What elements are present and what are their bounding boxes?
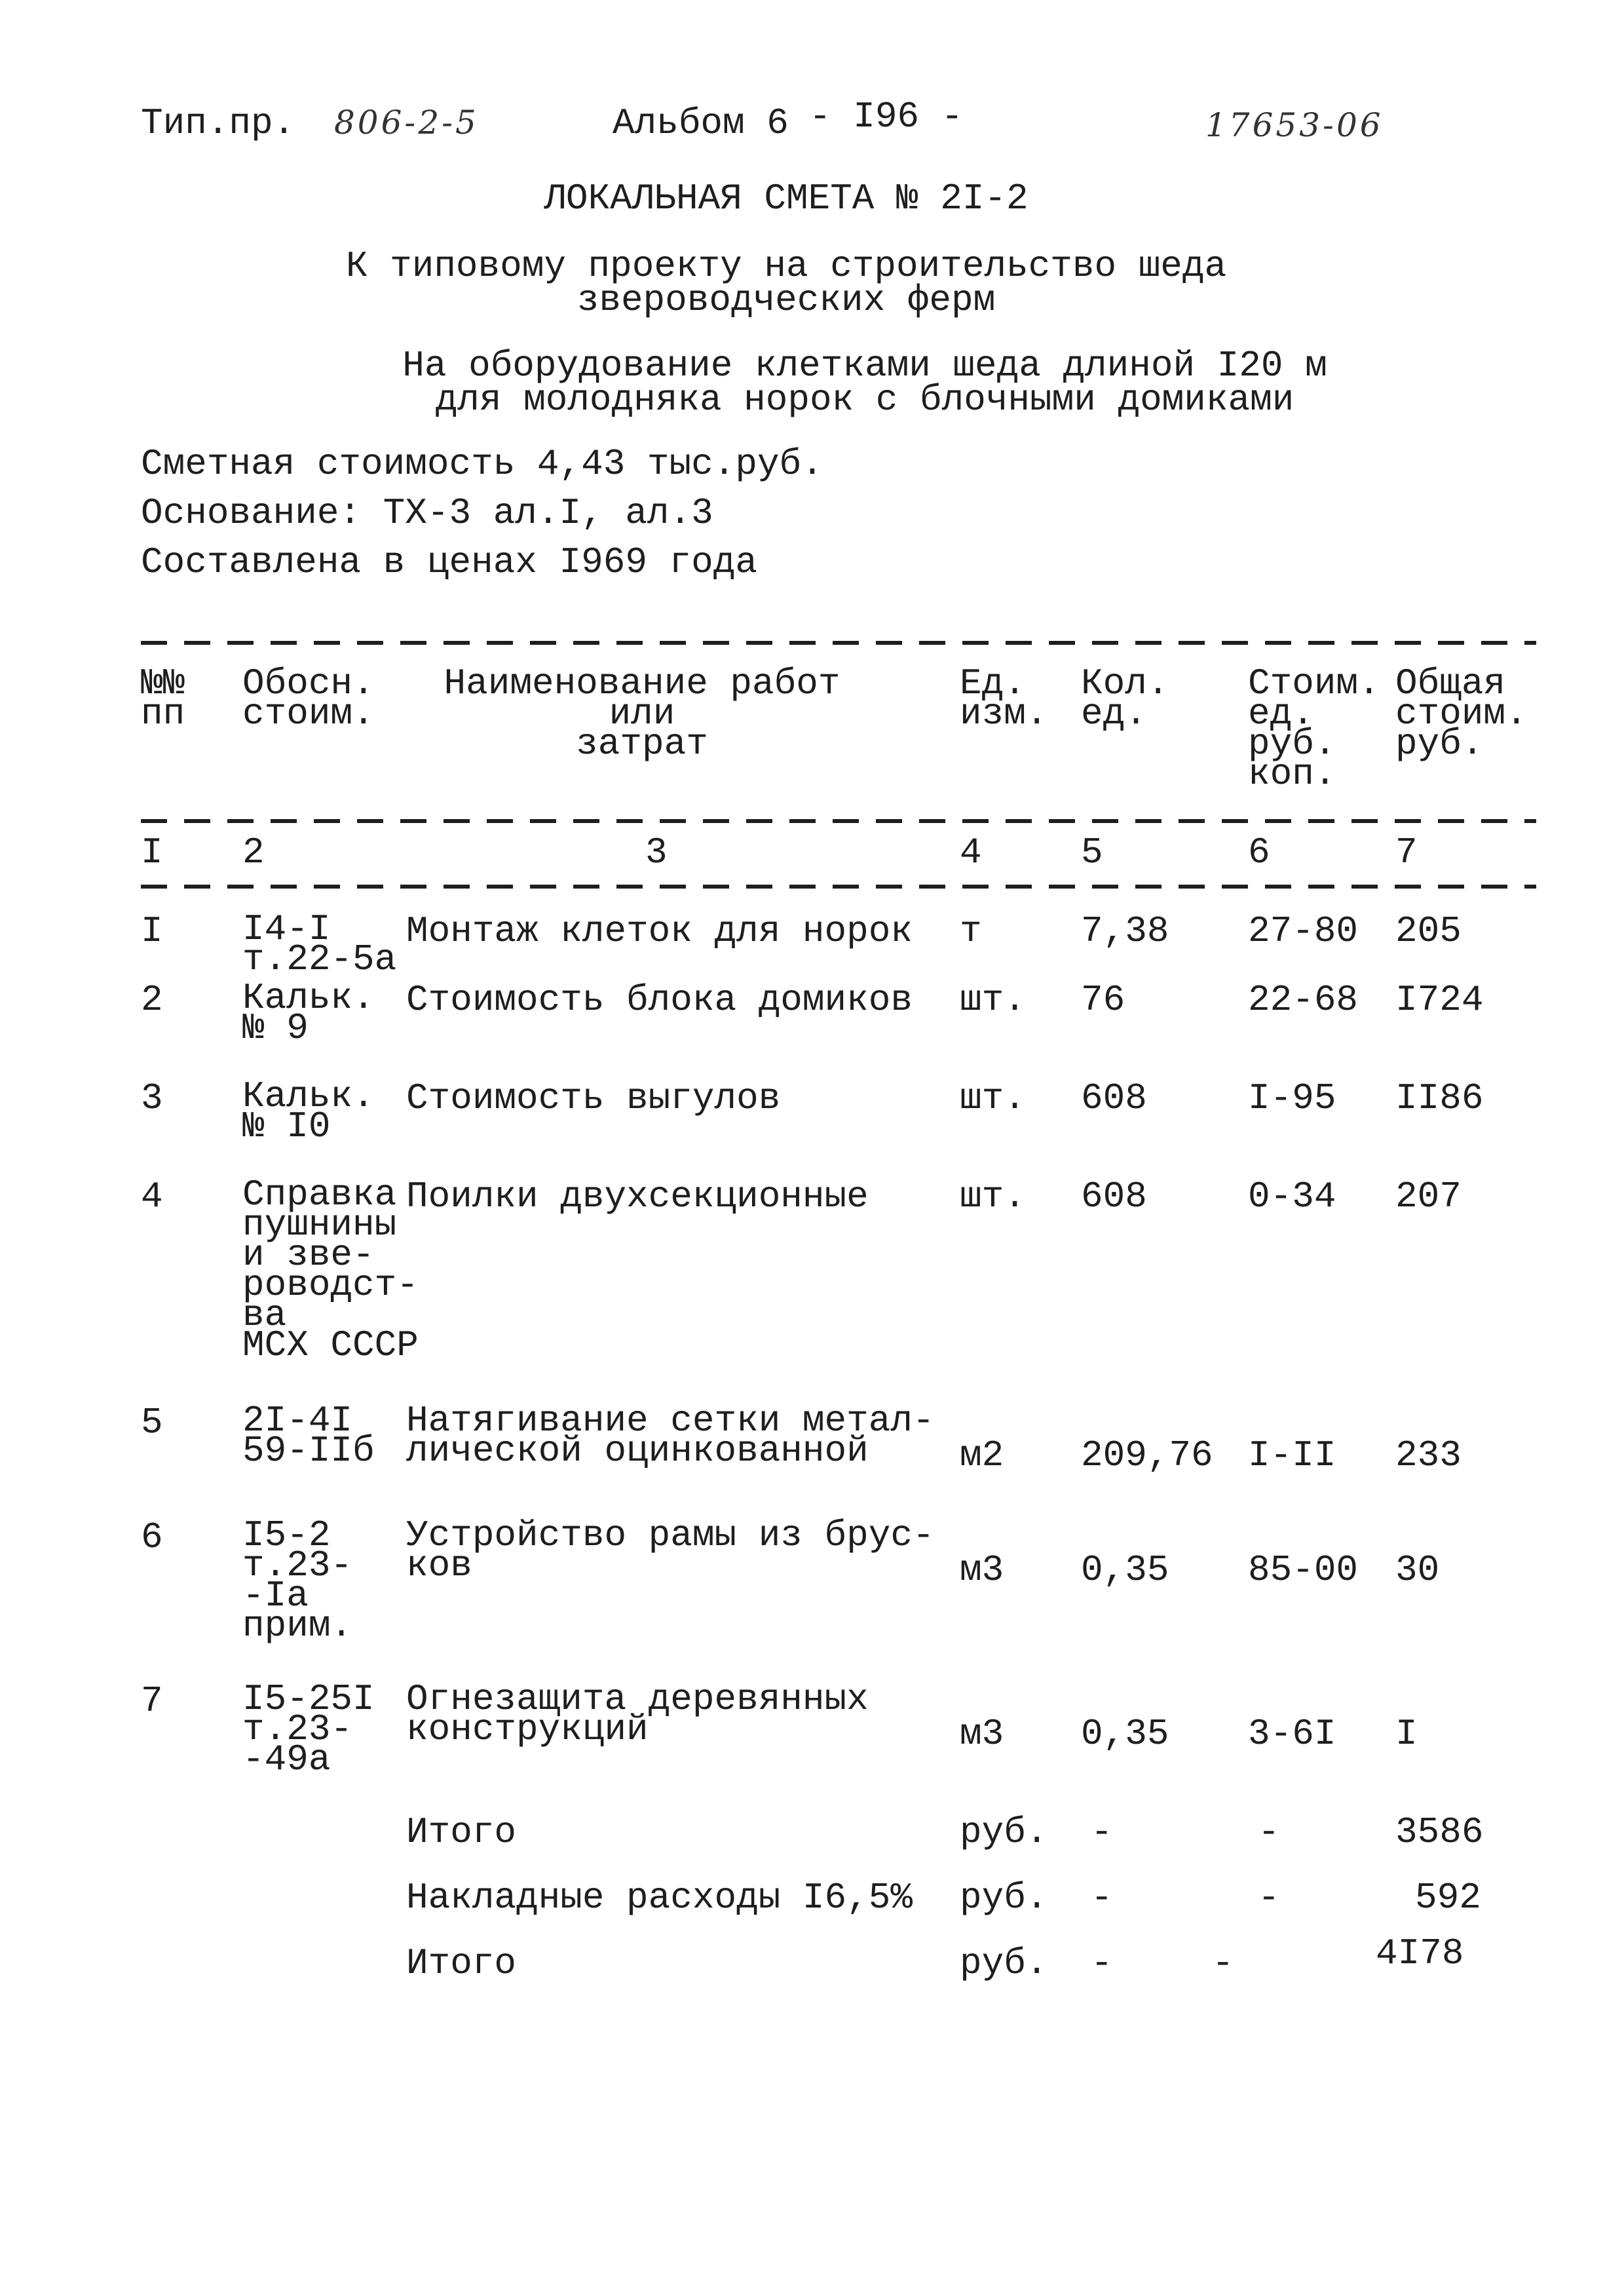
row-unit: шт. bbox=[960, 979, 1026, 1021]
estimate-heading: ЛОКАЛЬНАЯ СМЕТА № 2I-2 bbox=[544, 178, 1029, 220]
row-no: I bbox=[141, 910, 163, 952]
row-total: 207 bbox=[1395, 1176, 1462, 1218]
row-total: II86 bbox=[1395, 1077, 1484, 1119]
summary-total: 4I78 bbox=[1376, 1932, 1464, 1974]
header-total: Общая стоим. руб. bbox=[1395, 662, 1528, 765]
summary-unit: руб. bbox=[960, 1811, 1048, 1853]
row-name: Натягивание сетки метал- лической оцинкованной bbox=[406, 1400, 935, 1472]
row-qty: 7,38 bbox=[1081, 910, 1169, 952]
row-unit: м3 bbox=[960, 1713, 1004, 1755]
header-name: Наименование работ или затрат bbox=[444, 662, 840, 765]
header-unit-cost: Стоим. ед. руб. коп. bbox=[1248, 662, 1380, 795]
summary-unit-cost: - bbox=[1212, 1942, 1234, 1984]
row-qty: 209,76 bbox=[1081, 1434, 1213, 1476]
col-number: I bbox=[141, 832, 163, 873]
row-name: Стоимость блока домиков bbox=[406, 979, 913, 1021]
row-qty: 0,35 bbox=[1081, 1549, 1169, 1591]
summary-qty: - bbox=[1091, 1811, 1113, 1853]
row-total: 205 bbox=[1395, 910, 1462, 952]
row-name: Стоимость выгулов bbox=[406, 1077, 781, 1119]
basis-line: Основание: ТХ-3 ал.I, ал.3 bbox=[141, 492, 713, 534]
row-qty: 76 bbox=[1081, 979, 1125, 1021]
summary-unit-cost: - bbox=[1258, 1877, 1280, 1919]
row-no: 5 bbox=[141, 1402, 163, 1444]
col-number: 4 bbox=[960, 832, 982, 873]
row-unit: м2 bbox=[960, 1434, 1004, 1476]
column-numbers-rule bbox=[141, 885, 1536, 889]
summary-unit: руб. bbox=[960, 1942, 1048, 1984]
row-unit-cost: I-II bbox=[1248, 1434, 1336, 1476]
row-qty: 0,35 bbox=[1081, 1713, 1169, 1755]
row-name: Монтаж клеток для норок bbox=[406, 910, 913, 952]
row-unit: м3 bbox=[960, 1549, 1004, 1591]
row-name: Устройство рамы из брус- ков bbox=[406, 1514, 935, 1586]
row-basis: Кальк. № 9 bbox=[242, 977, 375, 1049]
row-name: Огнезащита деревянных конструкций bbox=[406, 1678, 869, 1750]
row-no: 4 bbox=[141, 1176, 163, 1218]
col-number: 6 bbox=[1248, 832, 1270, 873]
row-qty: 608 bbox=[1081, 1077, 1147, 1119]
summary-name: Итого bbox=[406, 1942, 517, 1984]
estimated-cost: Сметная стоимость 4,43 тыс.руб. bbox=[141, 443, 823, 485]
row-basis: I5-25I т.23- -49а bbox=[242, 1678, 375, 1780]
summary-qty: - bbox=[1091, 1877, 1113, 1919]
row-unit-cost: 3-6I bbox=[1248, 1713, 1336, 1755]
col-number: 3 bbox=[645, 832, 668, 873]
row-basis: 2I-4I 59-IIб bbox=[242, 1400, 375, 1472]
row-unit-cost: I-95 bbox=[1248, 1077, 1336, 1119]
summary-qty: - bbox=[1091, 1942, 1113, 1984]
row-unit-cost: 22-68 bbox=[1248, 979, 1359, 1021]
row-total: I724 bbox=[1395, 979, 1484, 1021]
header-qty: Кол. ед. bbox=[1081, 662, 1169, 735]
row-name: Поилки двухсекционные bbox=[406, 1176, 869, 1218]
prices-line: Составлена в ценах I969 года bbox=[141, 541, 757, 583]
row-unit-cost: 0-34 bbox=[1248, 1176, 1336, 1218]
summary-name: Итого bbox=[406, 1811, 517, 1853]
row-unit-cost: 27-80 bbox=[1248, 910, 1359, 952]
row-unit-cost: 85-00 bbox=[1248, 1549, 1359, 1591]
row-unit: шт. bbox=[960, 1077, 1026, 1119]
summary-name: Накладные расходы I6,5% bbox=[406, 1877, 913, 1919]
row-total: I bbox=[1395, 1713, 1418, 1755]
row-total: 30 bbox=[1395, 1549, 1440, 1591]
row-basis: Справка пушнины и зве- роводст- ва МСХ СССР bbox=[242, 1174, 419, 1366]
header-unit: Ед. изм. bbox=[960, 662, 1048, 735]
archive-number: 17653-06 bbox=[1205, 106, 1384, 144]
col-number: 5 bbox=[1081, 832, 1103, 873]
row-qty: 608 bbox=[1081, 1176, 1147, 1218]
header-basis: Обосн. стоим. bbox=[242, 662, 375, 735]
summary-unit: руб. bbox=[960, 1877, 1048, 1919]
type-project-label: Тип.пр. bbox=[141, 102, 295, 144]
row-no: 3 bbox=[141, 1077, 163, 1119]
title-line-4: для молодняка норок с блочными домиками bbox=[435, 379, 1294, 421]
summary-total: 592 bbox=[1415, 1877, 1481, 1919]
summary-unit-cost: - bbox=[1258, 1811, 1280, 1853]
title-line-1: К типовому проекту на строительство шеда bbox=[345, 245, 1227, 287]
title-line-3: На оборудование клетками шеда длиной I20 м bbox=[402, 345, 1327, 387]
row-no: 6 bbox=[141, 1516, 163, 1558]
row-basis: I4-I т.22-5а bbox=[242, 908, 397, 980]
header-bottom-rule bbox=[141, 819, 1536, 823]
row-unit: т bbox=[960, 910, 982, 952]
row-basis: Кальк. № I0 bbox=[242, 1075, 375, 1147]
col-number: 2 bbox=[242, 832, 265, 873]
type-project-code: 806-2-5 bbox=[334, 104, 479, 142]
row-no: 2 bbox=[141, 979, 163, 1021]
header-no: №№ пп bbox=[141, 662, 185, 735]
title-line-2: звероводческих ферм bbox=[576, 279, 996, 321]
summary-total: 3586 bbox=[1395, 1811, 1484, 1853]
page-number: - I96 - bbox=[809, 96, 964, 138]
row-basis: I5-2 т.23- -Iа прим. bbox=[242, 1514, 353, 1647]
row-total: 233 bbox=[1395, 1434, 1462, 1476]
row-no: 7 bbox=[141, 1680, 163, 1722]
album-label: Альбом 6 bbox=[613, 102, 789, 144]
table-top-rule bbox=[141, 641, 1536, 645]
row-unit: шт. bbox=[960, 1176, 1026, 1218]
col-number: 7 bbox=[1395, 832, 1418, 873]
